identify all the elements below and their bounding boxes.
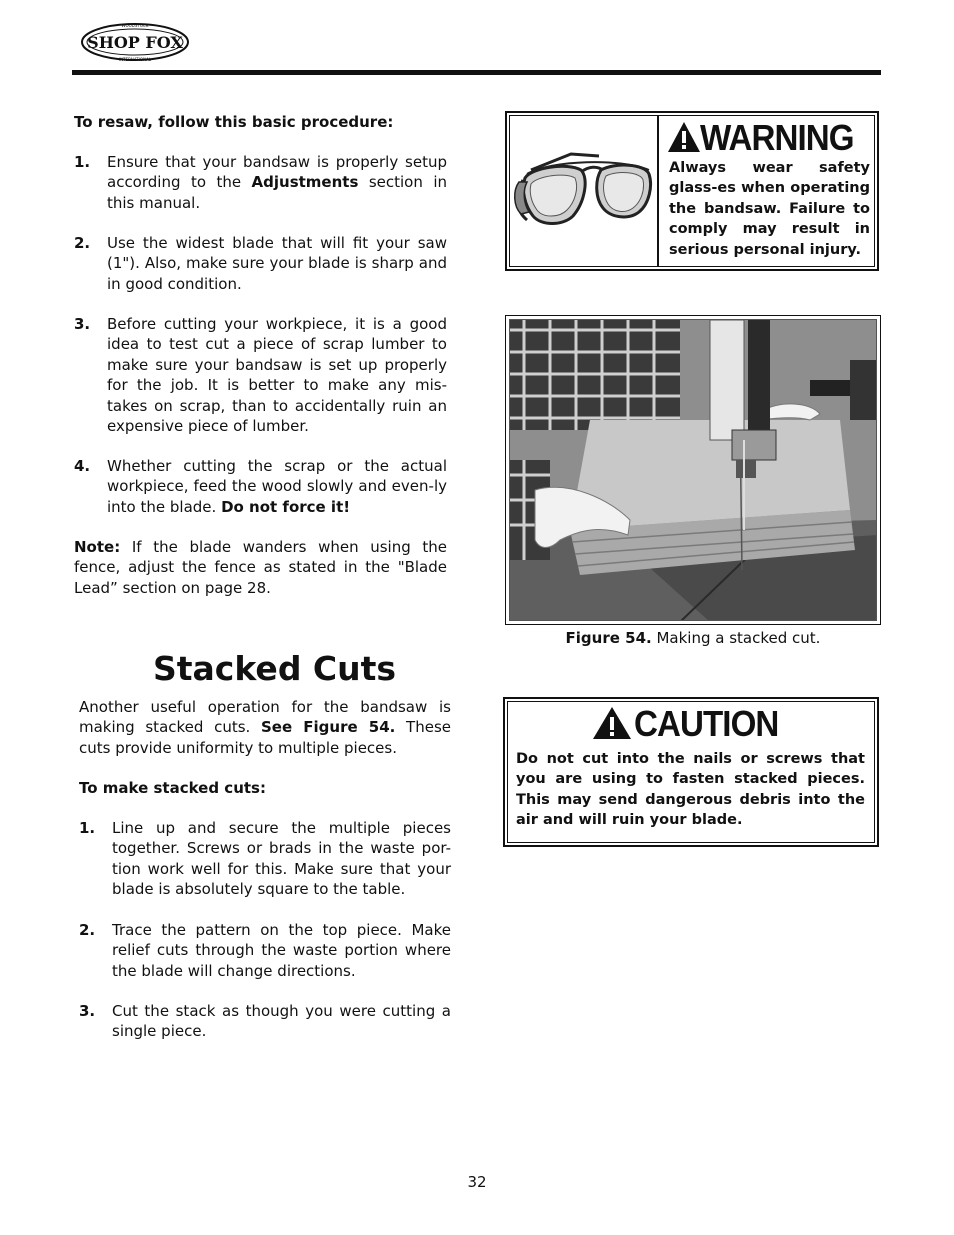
resaw-step-3 [74,314,447,438]
step-number: 3. [74,315,91,333]
svg-text:SHOP FOX: SHOP FOX [87,33,183,52]
warning-divider [657,115,659,267]
stacked-step-1 [79,818,451,900]
warning-triangle-icon [667,121,701,153]
step-number: 2. [74,234,91,252]
step-text: Whether cutting the scrap or the actual workpiece, feed the wood slowly and even-ly into the blade. Do not force it! [107,457,447,516]
caution-triangle-icon [592,706,632,740]
step-number: 1. [74,153,91,171]
warning-text: Always wear safety glass-es when operating the bandsaw. Failure to comply may result in serious personal injury. [669,160,870,258]
step-number: 1. [79,819,96,837]
caution-title: CAUTION [634,703,779,744]
stacked-step-3 [79,1001,451,1043]
resaw-step-1 [74,152,447,214]
step-text: Before cutting your workpiece, it is a good idea to test cut a piece of scrap lumber to make sure your bandsaw is set up properly for the job. It is better to make any mis-takes on scrap, than to accidentally ruin an expensive piece of lumber. [107,315,447,436]
shop-fox-logo [80,18,190,66]
step-text: Trace the pattern on the top piece. Make relief cuts through the waste portion where the blade will change directions. [112,921,451,980]
figure-54-photo [509,319,877,621]
step-text: Line up and secure the multiple pieces together. Screws or brads in the waste por-tion work well for this. Make sure that your blade is absolutely square to the table. [112,819,451,899]
step-number: 3. [79,1002,96,1020]
stacked-step-2 [79,920,451,982]
step-text: Ensure that your bandsaw is properly setup according to the Adjustments section in this manual. [107,153,447,212]
figure-caption: Figure 54. Making a stacked cut. [565,629,821,647]
step-number: 2. [79,921,96,939]
svg-text:WOODSTOCK: WOODSTOCK [121,23,149,28]
resaw-step-4 [74,456,447,518]
page-number: 32 [467,1173,487,1191]
step-number: 4. [74,457,91,475]
warning-title: WARNING [700,117,854,158]
safety-glasses-icon [511,140,655,240]
resaw-step-2 [74,233,447,295]
step-text: Cut the stack as though you were cutting a single piece. [112,1002,451,1041]
section-title: Stacked Cuts [153,649,397,688]
stacked-subhead: To make stacked cuts: [79,779,266,797]
header-rule [72,70,881,75]
stacked-cut-illustration [510,320,877,621]
caution-text: Do not cut into the nails or screws that you are using to fasten stacked pieces. This may send dangerous debris into the air and will ruin your blade. [516,751,865,829]
resaw-intro: To resaw, follow this basic procedure: [74,113,394,131]
step-text: Use the widest blade that will fit your saw (1"). Also, make sure your blade is sharp and in good condition. [107,234,447,293]
svg-text:INTERNATIONAL: INTERNATIONAL [118,57,152,62]
resaw-note: Note: If the blade wanders when using the fence, adjust the fence as stated in the "Blade Lead” section on page 28. [74,538,447,597]
stacked-intro: Another useful operation for the bandsaw is making stacked cuts. See Figure 54. These cuts provide uniformity to multiple pieces. [79,698,451,757]
